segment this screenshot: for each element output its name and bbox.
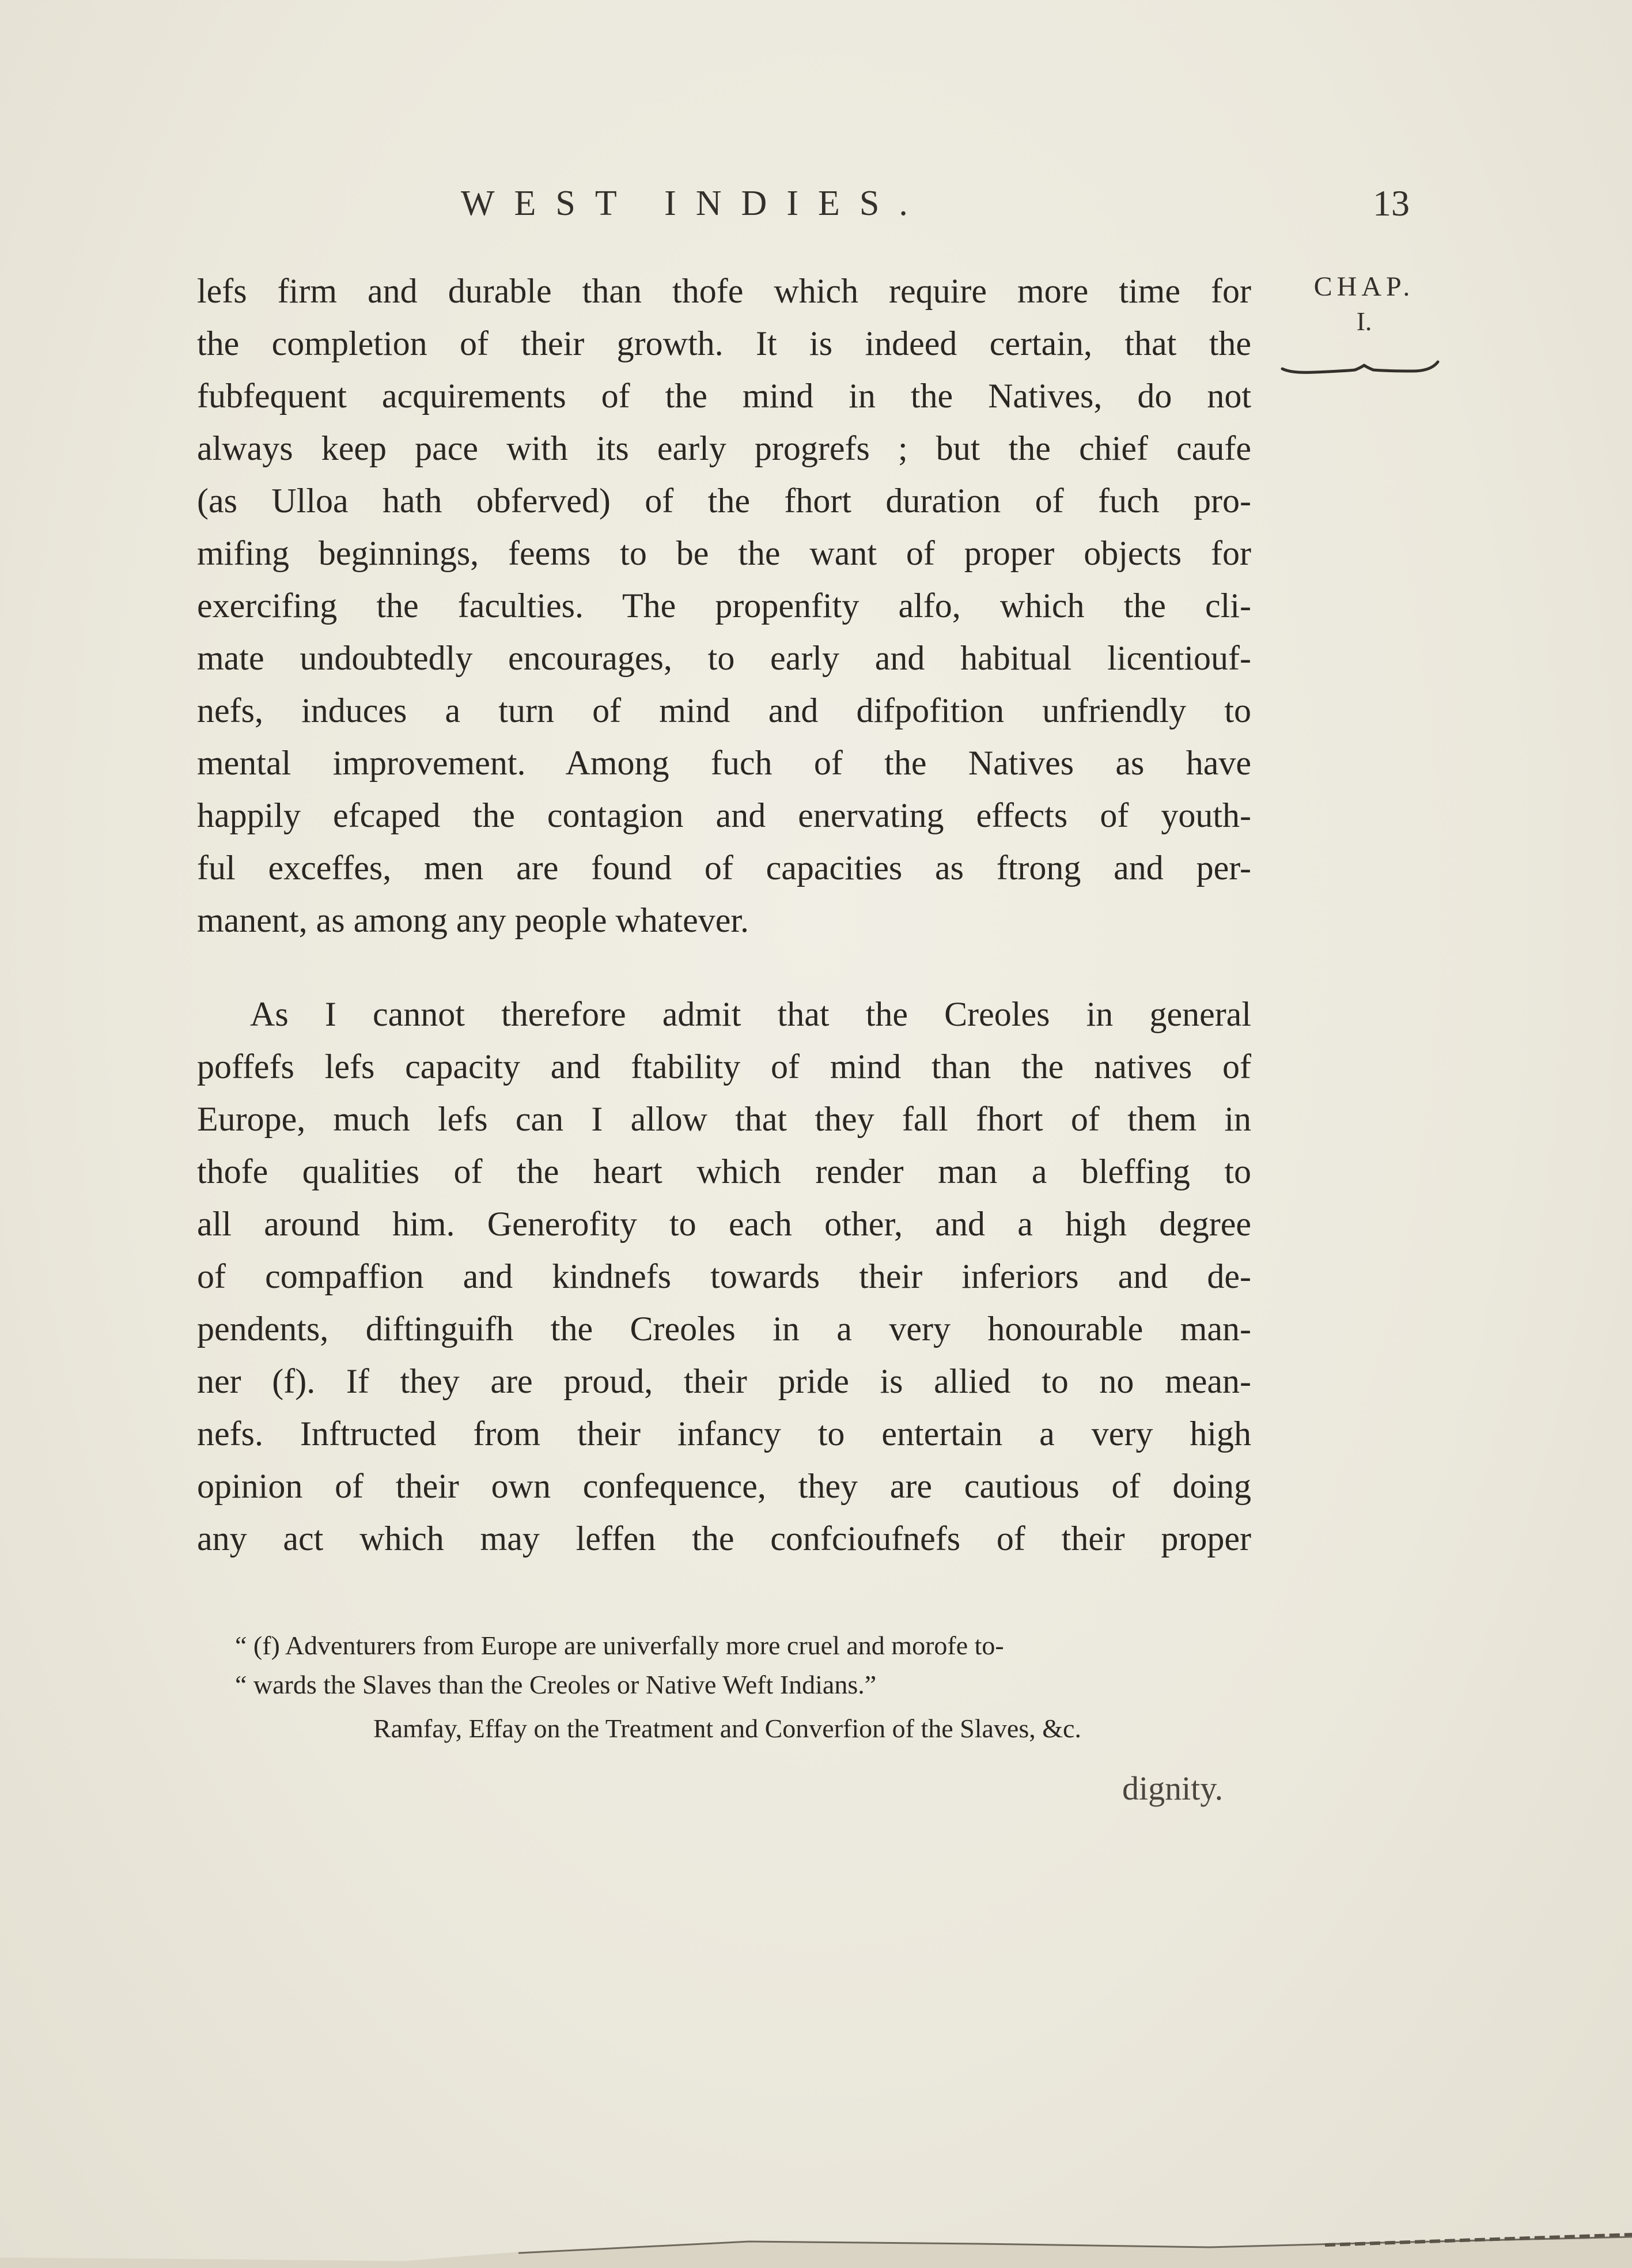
text-line: manent, as among any people whatever. bbox=[197, 901, 749, 939]
text-line: fubfequent acquirements of the mind in the Natives, do not bbox=[197, 377, 1251, 415]
text-line: As I cannot therefore admit that the Creoles in general bbox=[250, 995, 1251, 1033]
text-line: thofe qualities of the heart which render man a bleffing to bbox=[197, 1152, 1251, 1190]
text-line: nefs, induces a turn of mind and difpofition unfriendly to bbox=[197, 691, 1251, 729]
paragraph-gap bbox=[197, 947, 1251, 988]
text-line: mental improvement. Among fuch of the Natives as have bbox=[197, 744, 1251, 782]
footnote-attribution: Ramfay, Effay on the Treatment and Converfion of the Slaves, &c. bbox=[373, 1714, 1081, 1743]
text-line: all around him. Generofity to each other, and a high degree bbox=[197, 1205, 1251, 1243]
catchword: dignity. bbox=[1122, 1770, 1224, 1807]
text-line: mate undoubtedly encourages, to early and habitual licentiouf- bbox=[197, 639, 1251, 677]
text-line: any act which may leffen the confcioufnefs of their proper bbox=[197, 1519, 1251, 1558]
brace-ornament bbox=[1280, 353, 1441, 376]
text-line: (as Ulloa hath obferved) of the fhort duration of fuch pro- bbox=[197, 482, 1251, 520]
text-line: always keep pace with its early progrefs ; but the chief caufe bbox=[197, 429, 1251, 467]
text-line: ner (f). If they are proud, their pride is allied to no mean- bbox=[197, 1362, 1251, 1400]
chapter-number: I. bbox=[1356, 307, 1372, 336]
page-number: 13 bbox=[1373, 183, 1410, 224]
footnote-line: “ wards the Slaves than the Creoles or Native Weft Indians.” bbox=[235, 1670, 877, 1699]
text-line: poffefs lefs capacity and ftability of mind than the natives of bbox=[197, 1048, 1251, 1086]
page-edge-wear bbox=[0, 2212, 1632, 2268]
text-line: the completion of their growth. It is indeed certain, that the bbox=[197, 324, 1251, 362]
paragraph-2 bbox=[197, 988, 1251, 1565]
running-head: WEST INDIES. bbox=[461, 184, 927, 223]
text-line: happily efcaped the contagion and enervating effects of youth- bbox=[197, 796, 1251, 834]
text-line: of compaffion and kindnefs towards their inferiors and de- bbox=[197, 1257, 1251, 1295]
text-line: nefs. Inftructed from their infancy to entertain a very high bbox=[197, 1415, 1251, 1453]
text-line: ful exceffes, men are found of capacities as ftrong and per- bbox=[197, 849, 1251, 887]
chapter-margin-note bbox=[1278, 271, 1451, 337]
body-text bbox=[197, 265, 1251, 1565]
footnote bbox=[235, 1626, 1272, 1748]
text-line: lefs firm and durable than thofe which require more time for bbox=[197, 272, 1251, 310]
paragraph-1 bbox=[197, 265, 1251, 947]
text-line: mifing beginnings, feems to be the want of proper objects for bbox=[197, 534, 1251, 572]
text-line: Europe, much lefs can I allow that they fall fhort of them in bbox=[197, 1100, 1251, 1138]
text-line: opinion of their own confequence, they are cautious of doing bbox=[197, 1467, 1251, 1505]
chapter-label: CHAP. bbox=[1313, 271, 1415, 302]
footnote-line: “ (f) Adventurers from Europe are univerfally more cruel and morofe to- bbox=[235, 1631, 1004, 1660]
text-line: exercifing the faculties. The propenfity alfo, which the cli- bbox=[197, 587, 1251, 625]
text-line: pendents, diftinguifh the Creoles in a very honourable man- bbox=[197, 1310, 1251, 1348]
